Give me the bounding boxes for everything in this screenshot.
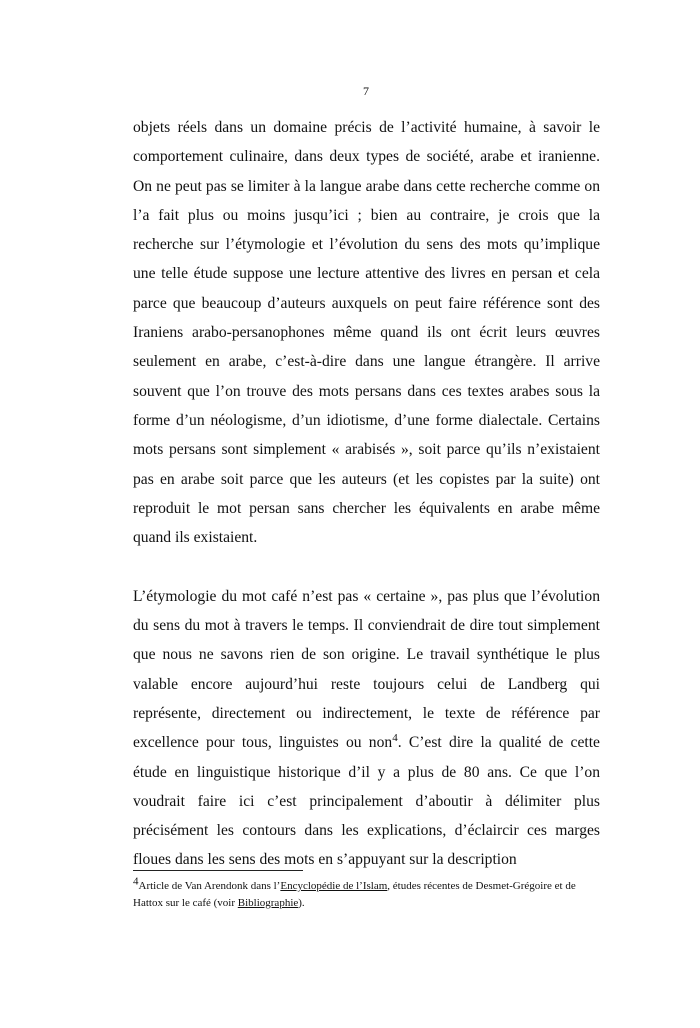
encyclopedie-reference: Encyclopédie de l’Islam: [280, 880, 388, 892]
footnote-separator: [133, 870, 303, 871]
paragraph-2-text-before-note: L’étymologie du mot café n’est pas « certaine », pas plus que l’évolution du sens du mot à travers le temps. Il conviendrait de dire tout simplement que nous ne savons rien de son origine. Le travail synthétique le plus valable encore aujourd’hui reste toujours celui de Landberg qui représente, directement ou indirectement, le texte de référence par excellence pour tous, linguistes ou non: [133, 587, 600, 752]
paragraph-2-text-after-note: . C’est dire la qualité de cette étude en linguistique historique d’il y a plus de 80 ans. Ce que l’on voudrait faire ici c’est principalement d’aboutir à délimiter plus précisément les contours dans les explications, d’éclaircir ces marges floues dans les sens des mots en s’appuyant sur la description: [133, 734, 600, 869]
main-text: [133, 113, 600, 875]
footnote-text-2: , études récentes de Desmet-Grégoire et de Hattox sur le café (voir: [133, 880, 576, 909]
footnote-reference-4[interactable]: 4: [392, 732, 398, 745]
footnote-4: [133, 875, 600, 912]
footnote-text-1: Article de Van Arendonk dans l’: [138, 880, 281, 892]
paragraph-2: [133, 582, 600, 875]
page-number: 7: [363, 84, 369, 98]
footnote-text-3: ).: [298, 897, 305, 909]
bibliographie-reference: Bibliographie: [237, 897, 299, 909]
footnote-number: 4: [133, 875, 139, 888]
paragraph-1: objets réels dans un domaine précis de l’activité humaine, à savoir le comportement culinaire, dans deux types de société, arabe et iranienne. On ne peut pas se limiter à la langue arabe dans cette recherche comme on l’a fait plus ou moins jusqu’ici ; bien au contraire, je crois que la recherche sur l’étymologie et l’évolution du sens des mots qu’implique une telle étude suppose une lecture attentive des livres en persan et cela parce que beaucoup d’auteurs auxquels on peut faire référence sont des Iraniens arabo-persanophones même quand ils ont écrit leurs œuvres seulement en arabe, c’est-à-dire dans une langue étrangère. Il arrive souvent que l’on trouve des mots persans dans ces textes arabes sous la forme d’un néologisme, d’un idiotisme, d’une forme dialectale. Certains mots persans sont simplement « arabisés », soit parce qu’ils n’existaient pas en arabe soit parce que les auteurs (et les copistes par la suite) ont reproduit le mot persan sans chercher les équivalents en arabe même quand ils existaient.: [133, 119, 600, 547]
